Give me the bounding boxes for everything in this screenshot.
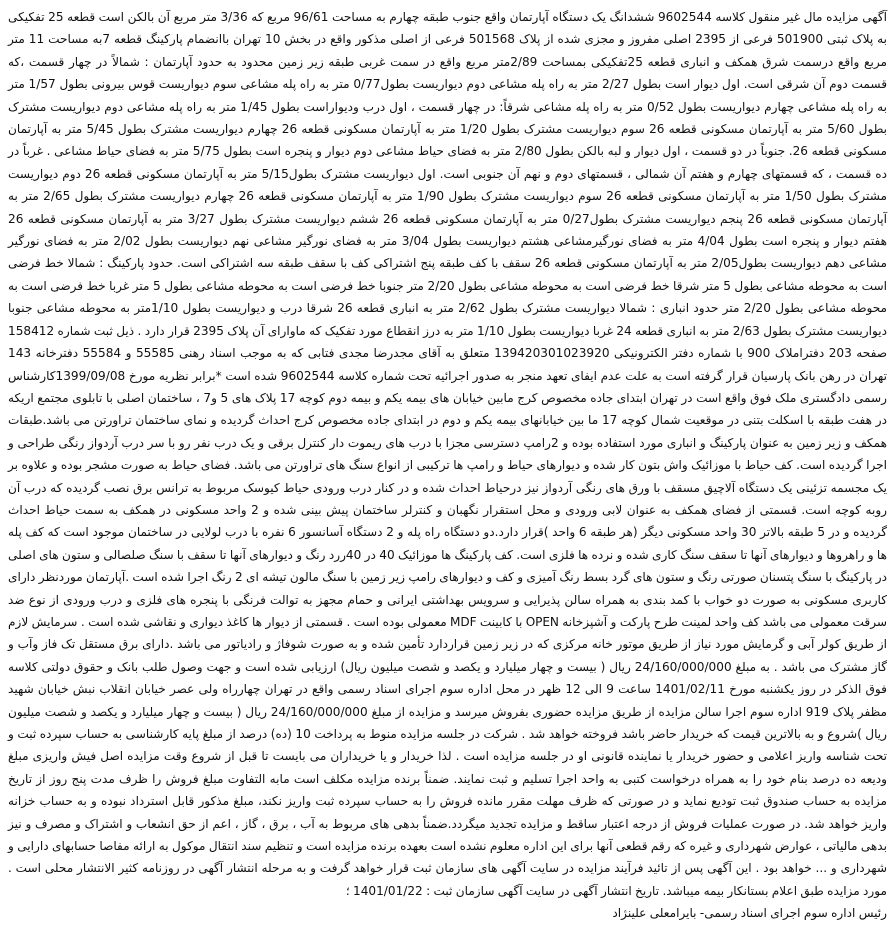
notice-signature: رئیس اداره سوم اجرای اسناد رسمی- بایرامعلی علینژاد	[612, 906, 887, 921]
notice-body: آگهی مزایده مال غیر منقول کلاسه 9602544 ششدانگ یک دستگاه آپارتمان واقع جنوب طبقه چهارم به مساحت 96/61 مربع که 3/36 متر مربع آن بالکن است قطعه 25 تفکیکی به پلاک ثبتی 501900 فرعی از 2395 اصلی مفروز و مجزی شده از پلاک 501568 فرعی از اصلی مذکور واقع در بخش 10 تهران باانضمام پارکینگ قطعه 7به مساحت 11 متر مربع واقع درسمت شرق همکف و انباری قطعه 25تفکیکی بمساحت 2/89متر مربع واقع در سمت غربی طبقه زیر زمین محدود به حدود آپارتمان : شمالاً در چهار قسمت ،که قسمت دوم آن شرقی است. اول دیوار است بطول 2/27 متر به راه پله مشاعی دوم دیواریست بطول0/77 متر به راه پله مشاعی سوم دیواریست قوس بیرونی بطول 1/57 متر به راه پله مشاعی چهارم دیواریست بطول 0/52 متر به راه پله مشاعی شرقاً: در چهار قسمت ، اول درب ودیواراست بطول 1/45 متر به راه پله مشاعی دوم دیواریست مشترک بطول 5/60 متر به آپارتمان مسکونی قطعه 26 سوم دیواریست مشترک بطول 1/20 متر به آپارتمان مسکونی قطعه 26 چهارم دیواریست مشترک بطول 5/45 متر به آپارتمان مسکونی قطعه 26. جنوباً در دو قسمت ، اول دیوار و لبه بالکن بطول 2/80 متر به فضای حیاط مشاعی دوم دیوار و پنجره است بطول 5/75 متر به فضای حیاط مشاعی . غرباً در ده قسمت ، که قسمتهای چهارم و هفتم آن شمالی ، قسمتهای دوم و نهم آن جنوبی است. اول دیواریست مشترک بطول5/15 متر به آپارتمان مسکونی قطعه 26 دوم دیواریست مشترک بطول 1/50 متر به آپارتمان مسکونی قطعه 26 سوم دیواریست مشترک بطول 1/90 متر به آپارتمان مسکونی قطعه 26 چهارم دیواریست مشترک بطول 2/65 متر به آپارتمان مسکونی قطعه 26 پنجم دیواریست مشترک بطول0/27 متر به آپارتمان مسکونی قطعه 26 ششم دیواریست مشترک بطول 3/27 متر به آپارتمان مسکونی قطعه 26 هفتم دیوار و پنجره است بطول 4/04 متر به فضای نورگیرمشاعی هشتم دیواریست بطول 3/04 متر به فضای نورگیر مشاعی نهم دیواریست بطول 2/02 متر به فضای نورگیر مشاعی دهم دیواریست بطول2/05 متر به آپارتمان مسکونی قطعه 26 سقف با کف طبقه پنج اشتراکی کف با سقف طبقه سه اشتراکی است. حدود پارکینگ : شمالا خط فرضی است به محوطه مشاعی بطول 5 متر شرقا خط فرضی است به محوطه مشاعی بطول 2/20 متر جنوبا خط فرضی است به محوطه مشاعی بطول 5 متر غربا خط فرضی است به محوطه مشاعی بطول 2/20 متر حدود انباری : شمالا دیواریست مشترک بطول 2/62 متر به انباری قطعه 26 شرقا درب و دیواریست بطول 1/10متر به محوطه مشاعی جنوبا دیواریست مشترک بطول 2/63 متر به انباری قطعه 24 غربا دیواریست بطول 1/10 متر به درز انقطاع مورد تفکیک که ماوارای آن پلاک 2395 قرار دارد . ذیل ثبت شماره 158412 صفحه 203 دفتراملاک 900 با شماره دفتر الکترونیکی 139420301023920 متعلق به آقای مجدرضا مجدی فتابی که به موجب اسناد رهنی 55585 و 55584 دفترخانه 143 تهران در رهن بانک پارسیان قرار گرفته است به علت عدم ایفای تعهد منجر به صدور اجرائیه تحت شماره کلاسه 9602544 شده است *برابر نظریه مورخ 1399/09/08کارشناس رسمی دادگستری ملک فوق واقع است در تهران ابتدای جاده مخصوص کرج مابین خیابان های بیمه یکم و بیمه دوم کوچه 17 پلاک های 5 و7 ، ساختمان اصلی با تابلوی مجتمع اریکه در هفت طبقه با اسکلت بتنی در موقعیت شمال کوچه 17 ما بین خیابانهای بیمه یکم و دوم در ابتدای جاده مخصوص کرج احداث گردیده و نمای ساختمان تراورتن می باشد.طبقات همکف و زیر زمین به عنوان پارکینگ و انباری مورد استفاده بوده و 2رامپ دسترسی مجزا با درب های ریموت دار کنترل برقی و یک درب نفر رو با سر درب آردواز رنگی طراحی و اجرا گردیده است. کف حیاط با موزائیک واش بتون کار شده و دیوارهای حیاط و رامپ ها ترکیبی از انواع سنگ های تراورتن می باشد. فضای حیاط به صورت مشجر بوده و علاوه بر یک مجسمه تزئینی یک دستگاه آلاچیق مسقف با ورق های رنگی آردواز نیز درحیاط احداث شده و در کنار درب ورودی حیاط کیوسک مربوط به ترانس برق نصب گردیده که درب آن روبه کوچه است. قسمتی از فضای همکف به عنوان لابی ورودی و محل استقرار نگهبان و کنترلر ساختمان پیش بینی شده و 2 واحد مسکونی در همکف به سمت حیاط احداث گردیده و در 5 طبقه بالاتر 30 واحد مسکونی دیگر (هر طبقه 6 واحد )قرار دارد.دو دستگاه راه پله و 2 دستگاه آسانسور 6 نفره با درب لولایی در ساختمان موجود است که کف پله ها و راهروها و دیوارهای آنها تا سقف سنگ کاری شده و نرده ها فلزی است. کف پارکینگ ها موزائیک 40 در 40ررد رنگ و دیوارهای آنها تا سقف با سنگ صلصالی و ستون های اصلی در پارکینگ با سنگ پتسنان صورتی رنگ و ستون های گرد بسط رنگ آمیزی و کف و دیوارهای رامپ زیر زمین با سنگ مالون تیشه ای 2 رنگ اجرا شده است .آپارتمان موردنظر دارای کاربری مسکونی به صورت دو خواب با کمد بندی به همراه سالن پذیرایی و سرویس بهداشتی ایرانی و حمام مجهز به توالت فرنگی با پنجره های فلزی و درب ورودی از نوع ضد سرقت معمولی می باشد کف واحد لمینت طرح پارکت و آشپزخانه OPEN با کابینت MDF معمولی بوده است . قسمتی از دیوار ها کاغذ دیواری و نقاشی شده است . سرمایش لازم از طریق کولر آبی و گرمایش مورد نیاز از طریق موتور خانه مرکزی که در زیر زمین قراردارد تأمین شده و به صورت شوفاژ و رادیاتور می باشد .دارای برق مستقل تک فاز وآب و گاز مشترک می باشد . به مبلغ 24/160/000/000 ریال ( بیست و چهار میلیارد و یکصد و شصت میلیون ریال) ارزیابی شده است و جهت وصول طلب بانک و حقوق دولتی کلاسه فوق الذکر در روز یکشنبه مورخ 1401/02/11 ساعت 9 الی 12 ظهر در محل اداره سوم اجرای اسناد رسمی واقع در تهران چهارراه ولی عصر خیابان انقلاب نبش خیابان شهید مظفر پلاک 919 اداره سوم اجرا سالن مزایده از طریق مزایده حضوری بفروش میرسد و مزایده از مبلغ 24/160/000/000 ریال ( بیست و چهار میلیارد و یکصد و شصت میلیون ریال )شروع و به بالاترین قیمت که خریدار حاضر باشد فروخته خواهد شد . شرکت در جلسه مزایده منوط به پرداخت 10 (ده) درصد از مبلغ پایه کارشناسی به حساب سپرده ثبت و تحت شناسه واریز اعلامی و حضور خریدار یا نماینده قانونی او در جلسه مزایده است . لذا خریدار و یا خریداران می بایست تا قبل از شروع وقت مزایده اصل فیش واریزی مبلغ ودیعه ده درصد بنام خود را به همراه درخواست کتبی به واحد اجرا تسلیم و ثبت نمایند. ضمناً برنده مزایده مکلف است مابه التفاوت مبلغ فروش را ظرف مدت پنج روز از تاریخ مزایده به حساب صندوق ثبت تودیع نماید و در صورتی که ظرف مهلت مقرر مانده فروش را به حساب سپرده ثبت واریز نکند، مبلغ مذکور قابل استرداد نبوده و به حساب خزانه واریز خواهد شد. در صورت عملیات فروش از درجه اعتبار ساقط و مزایده تجدید میگردد.ضمناً بدهی های مربوط به آب ، برق ، گاز ، اعم از حق انشعاب و اشتراک و مصرف و نیز بدهی مالیاتی ، عوارض شهرداری و غیره که رقم قطعی آنها برای این اداره معلوم نشده است بعهده برنده مزایده است و تنظیم سند انتقال موکول به ارائه مفاصا حسابهای دارایی و شهرداری و ... خواهد بود . این آگهی پس از تائید فرآیند مزایده در سایت آگهی های سازمان ثبت قرار خواهد گرفت و به مرحله انتشار آگهی در روزنامه کثیر الانتشار محلی است . مورد مزایده طبق اعلام بستانکار بیمه میباشد. تاریخ انتشار آگهی در سایت آگهی سازمان ثبت : 1401/01/22 ؛	[8, 10, 888, 898]
auction-notice	[6, 6, 889, 921]
